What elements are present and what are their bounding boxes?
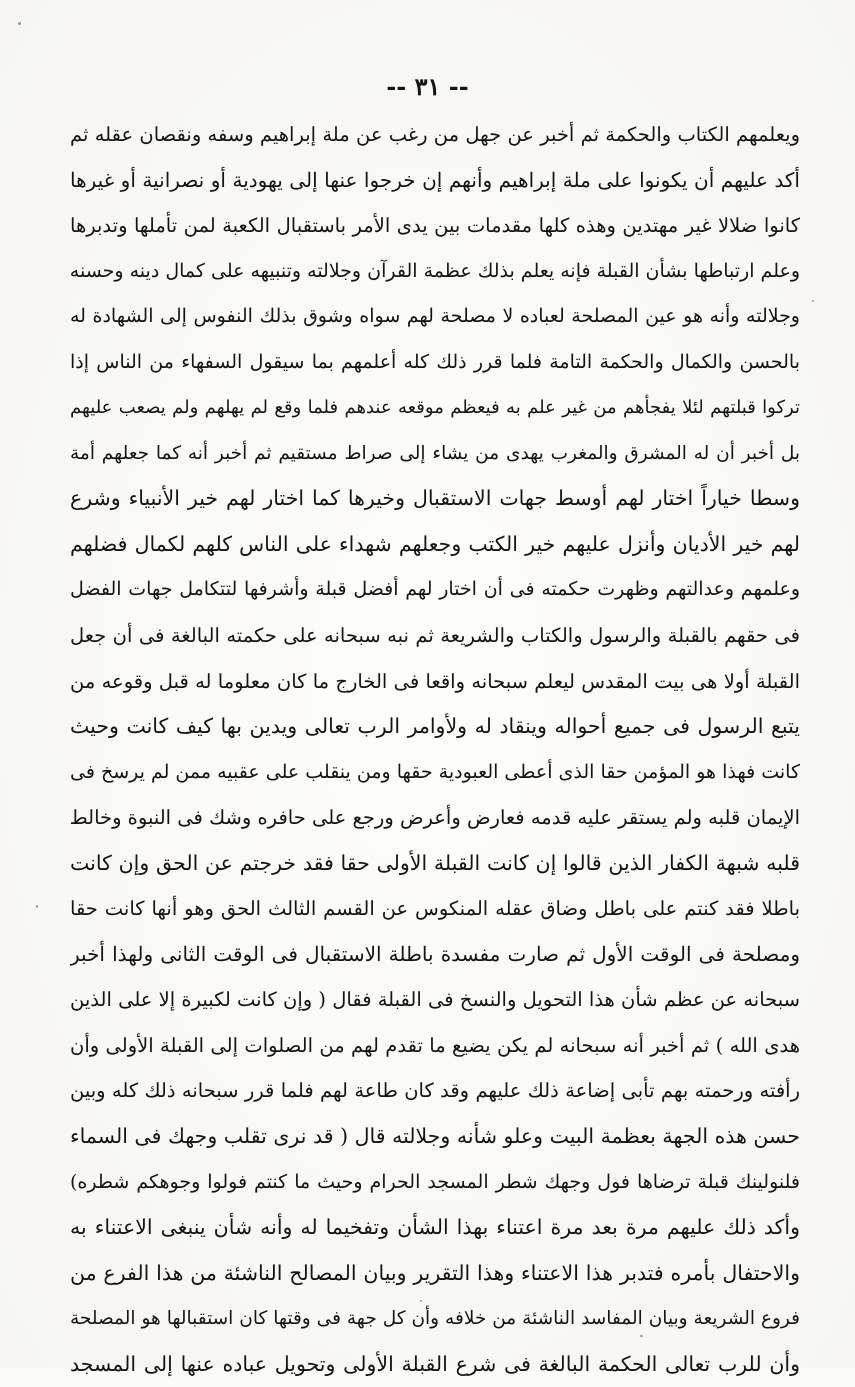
text-line: لهم خير الأديان وأنزل عليهم خير الكتب وجعلهم شهداء على الناس كلهم لكمال فضلهم (70, 531, 800, 556)
text-line: باطلا فقد كنتم على باطل وضاق عقله المنكوس عن القسم الثالث الحق وهو أنها كانت حقا (70, 897, 800, 921)
text-line: وعلم ارتباطها بشأن القبلة فإنه يعلم بذلك عظمة القرآن وجلالته وتنبيهه على كمال دينه وحسنه (70, 259, 800, 282)
text-line: وعلمهم وعدالتهم وظهرت حكمته فى أن اختار لهم أفضل قبلة وأشرفها لتتكامل جهات الفضل (70, 578, 800, 601)
text-line: القبلة أولا هى بيت المقدس ليعلم سبحانه واقعا فى الخارج ما كان معلوما له قبل وقوعه من (70, 669, 800, 693)
text-line: ويعلمهم الكتاب والحكمة ثم أخبر عن جهل من رغب عن ملة إبراهيم وسفه ونقصان عقله ثم (70, 123, 800, 146)
body-text (70, 112, 800, 1387)
text-line: ومصلحة فى الوقت الأول ثم صارت مفسدة باطلة الاستقبال فى الوقت الثانى ولهذا أخبر (70, 941, 800, 966)
text-line: تركوا قبلتهم لئلا يفجأهم من غير علم به فيعظم موقعه عندهم فلما وقع لم يهلهم ولم يصعب عليهم (70, 397, 800, 419)
text-line: كانت فهذا هو المؤمن حقا الذى أعطى العبودية حقها ومن ينقلب على عقبيه ممن لم يرسخ فى (70, 760, 800, 783)
text-line: هدى الله ) ثم أخبر أنه سبحانه لم يكن يضيع ما تقدم لهم من الصلوات إلى القبلة الأولى وأن (70, 1033, 800, 1057)
text-line: رأفته ورحمته بهم تأبى إضاعة ذلك عليهم وقد كان طاعة لهم فلما قرر سبحانه ذلك كله وبين (70, 1079, 800, 1103)
page-number: -- ٣١ -- (386, 72, 469, 101)
text-line: والاحتفال بأمره فتدبر هذا الاعتناء وهذا التقرير وبيان المصالح الناشئة من هذا الفرع من (70, 1260, 800, 1285)
text-line: بل أخبر أن له المشرق والمغرب يهدى من يشاء إلى صراط مستقيم ثم أخبر أنه كما جعلهم أمة (70, 442, 800, 464)
text-line: بالحسن والكمال والحكمة التامة فلما قرر ذلك كله أعلمهم بما سيقول السفهاء من الناس إذا (70, 350, 800, 373)
text-line: قلبه شبهة الكفار الذين قالوا إن كانت القبلة الأولى حقا فقد خرجتم عن الحق وإن كانت (70, 850, 800, 875)
text-line: كانوا ضلالا غير مهتدين وهذه كلها مقدمات بين يدى الأمر باستقبال الكعبة لمن تأملها وتدبرها (70, 214, 800, 238)
text-line: وسطا خياراً اختار لهم أوسط جهات الاستقبال وخيرها كما اختار لهم خير الأنبياء وشرع (70, 486, 800, 511)
text-line: حسن هذه الجهة بعظمة البيت وعلو شأنه وجلالته قال ( قد نرى تقلب وجهك فى السماء (70, 1124, 800, 1149)
text-line: وأكد ذلك عليهم مرة بعد مرة اعتناء بهذا الشأن وتفخيما له وأنه شأن ينبغى الاعتناء به (70, 1215, 800, 1240)
text-line: وأن للرب تعالى الحكمة البالغة فى شرع القبلة الأولى وتحويل عباده عنها إلى المسجد (70, 1351, 800, 1376)
text-line: فى حقهم بالقبلة والرسول والكتاب والشريعة ثم نبه سبحانه على حكمته البالغة فى أن جعل (70, 624, 800, 648)
text-line: وجلالته وأنه هو عين المصلحة لعباده لا مصلحة لهم سواه وشوق بذلك النفوس إلى الشهادة له (70, 305, 800, 328)
text-line: الإيمان قلبه ولم يستقر عليه قدمه فعارض وأعرض ورجع على حافره وشك فى النبوة وخالط (70, 806, 800, 830)
text-line: فلنولينك قبلة ترضاها فول وجهك شطر المسجد الحرام وحيث ما كنتم فولوا وجوهكم شطره) (70, 1170, 800, 1193)
text-line: يتبع الرسول فى جميع أحواله وينقاد له ولأوامر الرب تعالى ويدين بها كيف كانت وحيث (70, 714, 800, 739)
text-line: أكد عليهم أن يكونوا على ملة إبراهيم وأنهم إن خرجوا عنها إلى يهودية أو نصرانية أو غيرها (70, 167, 800, 192)
text-line: فروع الشريعة وبيان المفاسد الناشئة من خلافه وأن كل جهة فى وقتها كان استقبالها هو المصلحة (70, 1308, 800, 1330)
text-line: سبحانه عن عظم شأن هذا التحويل والنسخ فى القبلة فقال ( وإن كانت لكبيرة إلا على الذين (70, 988, 800, 1012)
